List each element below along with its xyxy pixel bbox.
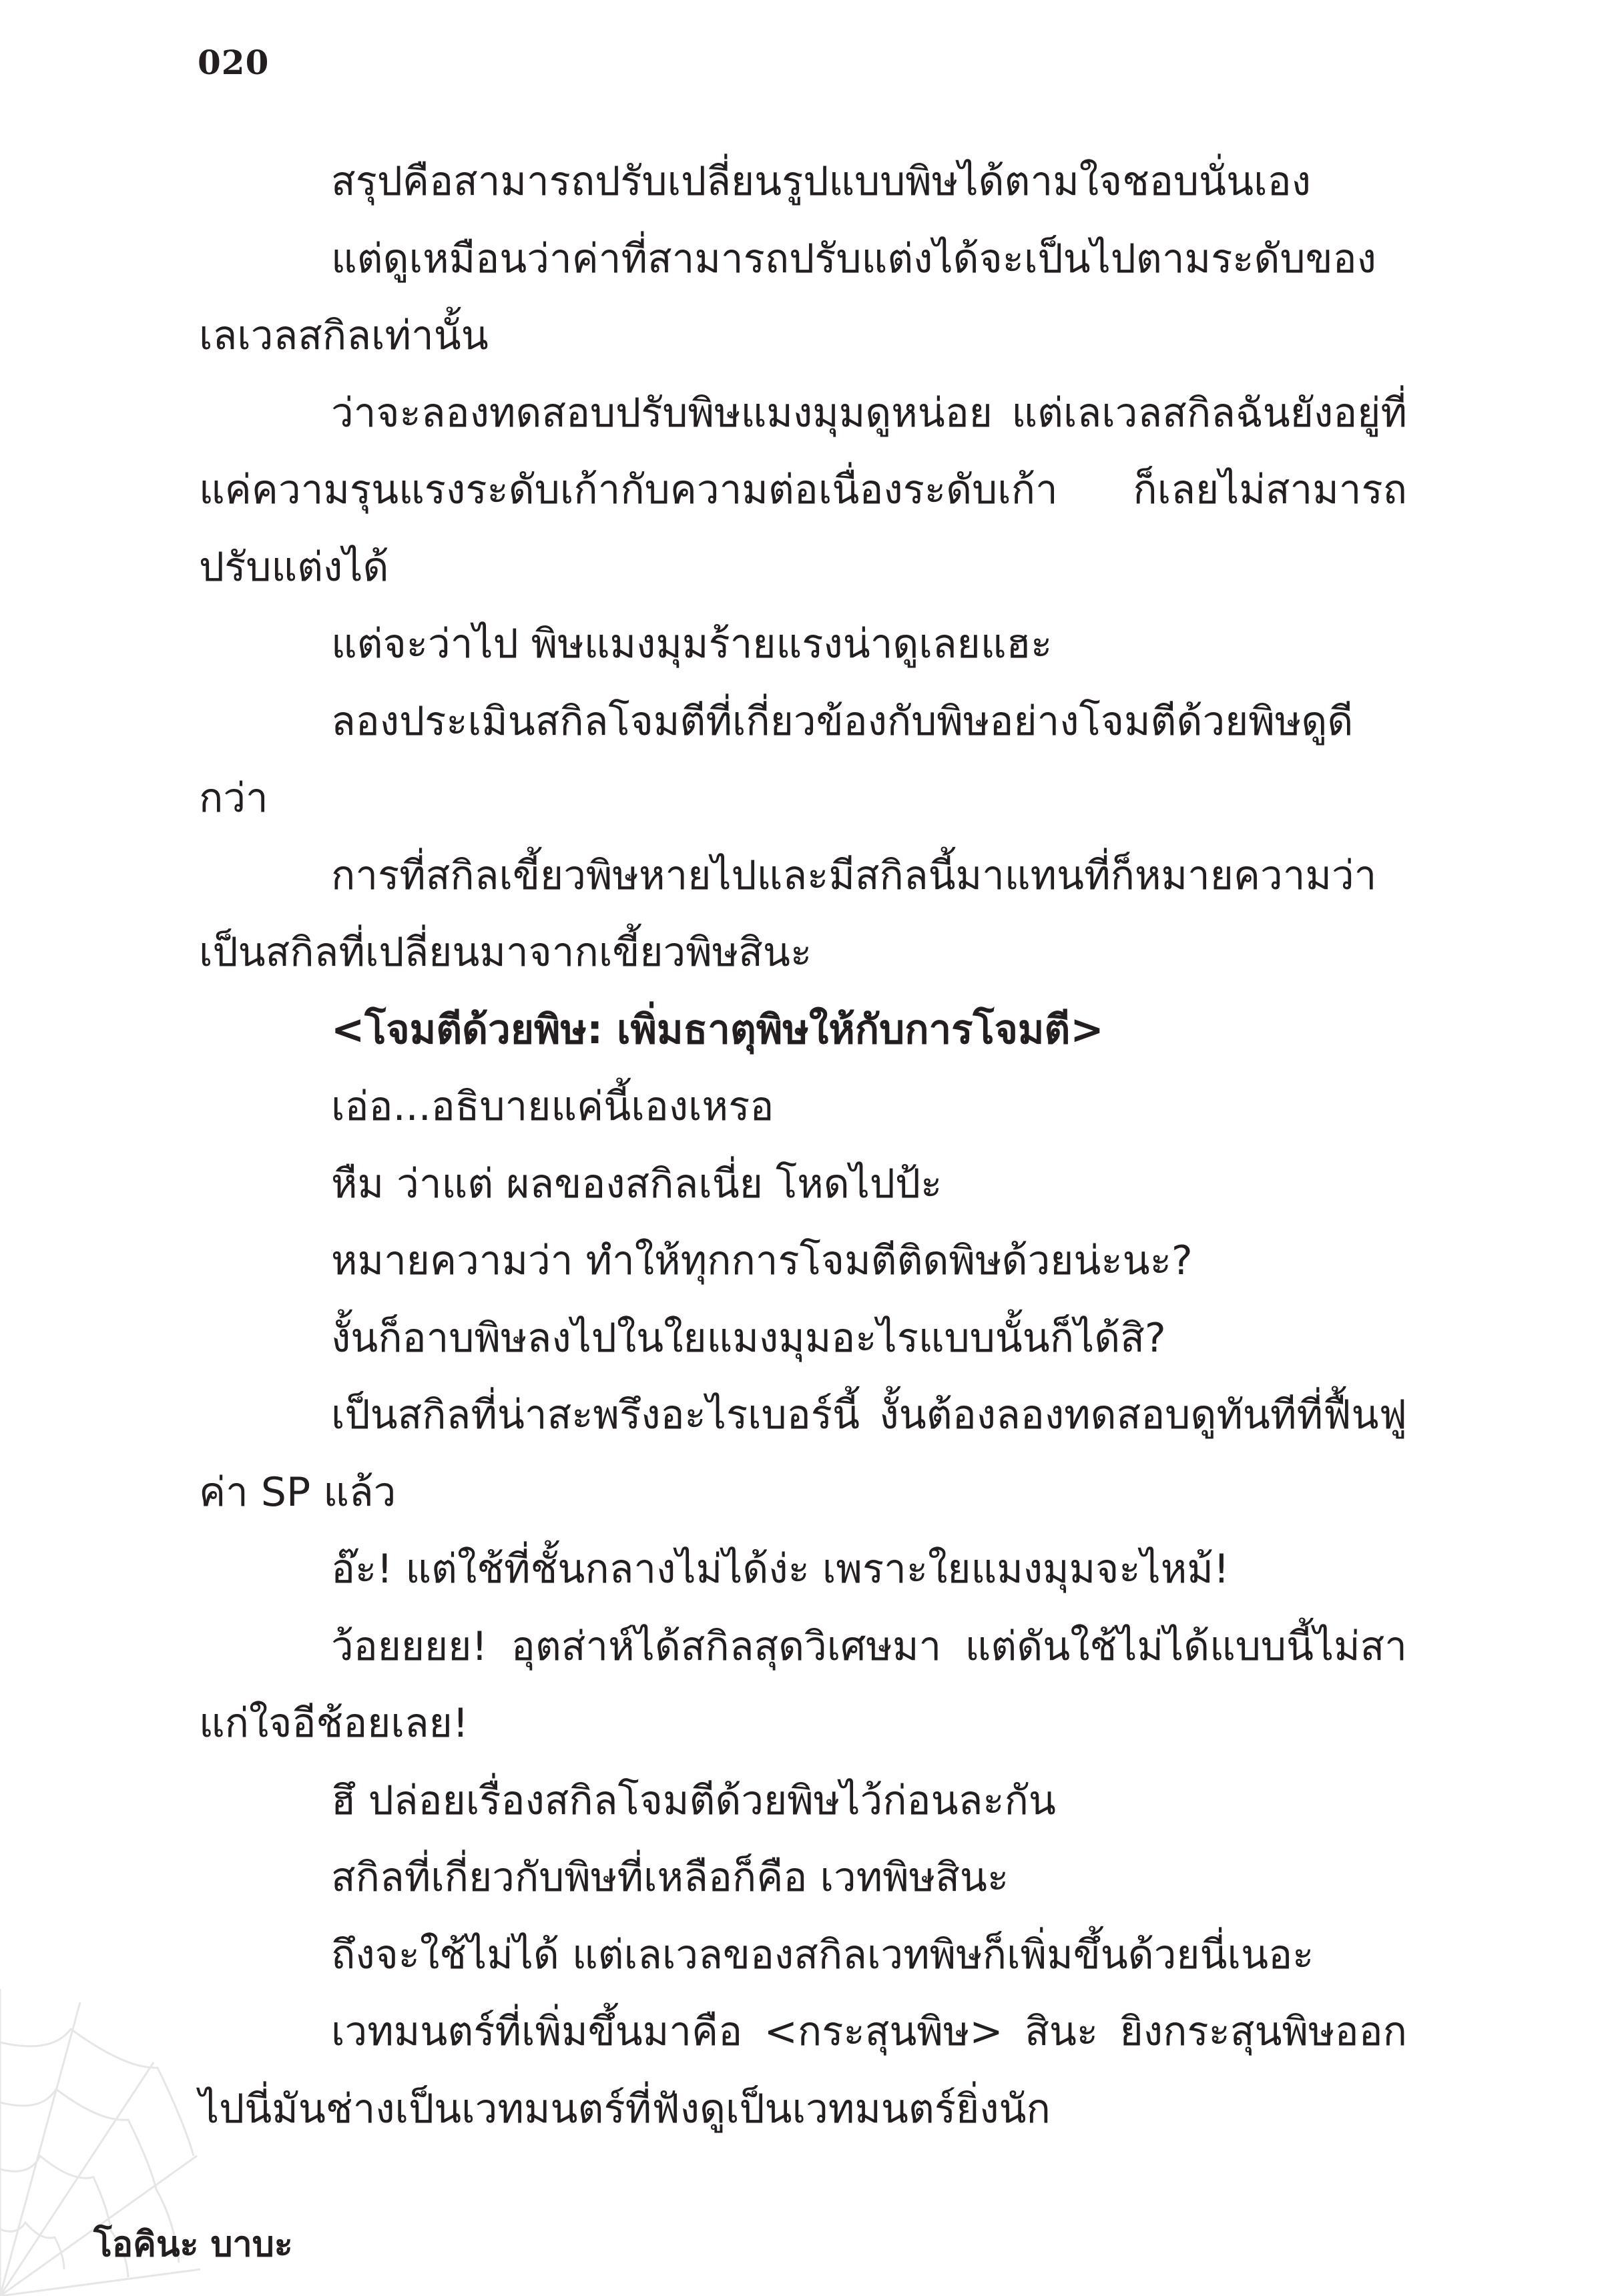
paragraph: ฮึ ปล่อยเรื่องสกิลโจมตีด้วยพิษไว้ก่อนละกัน	[331, 1777, 1056, 1824]
paragraph: สรุปคือสามารถปรับเปลี่ยนรูปแบบพิษได้ตามใจชอบนั่นเอง	[331, 158, 1311, 205]
paragraph: ถึงจะใช้ไม่ได้ แต่เลเวลของสกิลเวทพิษก็เพิ่มขึ้นด้วยนี่เนอะ	[331, 1931, 1314, 1978]
paragraph: การที่สกิลเขี้ยวพิษหายไปและมีสกิลนี้มาแทนที่ก็หมายความว่า เป็นสกิลที่เปลี่ยนมาจากเขี้ยวพิษสินะ	[199, 852, 1377, 976]
paragraph: เวทมนตร์ที่เพิ่มขึ้นมาคือ <กระสุนพิษ> สินะ ยิงกระสุนพิษออกไปนี่มันช่างเป็นเวทมนตร์ที่ฟังดูเป็นเวทมนตร์ยิ่งนัก	[199, 2008, 1407, 2132]
body-text	[199, 144, 1407, 2148]
paragraph: สกิลที่เกี่ยวกับพิษที่เหลือก็คือ เวทพิษสินะ	[331, 1854, 1009, 1901]
paragraph: งั้นก็อาบพิษลงไปในใยแมงมุมอะไรแบบนั้นก็ได้สิ?	[331, 1314, 1166, 1362]
paragraph: อ๊ะ! แต่ใช้ที่ชั้นกลางไม่ได้ง่ะ เพราะใยแมงมุมจะไหม้!	[331, 1546, 1230, 1593]
paragraph: ว้อยยยย! อุตส่าห์ได้สกิลสุดวิเศษมา แต่ดันใช้ไม่ได้แบบนี้ไม่สาแก่ใจอีช้อยเลย!	[199, 1623, 1407, 1747]
paragraph: หมายความว่า ทำให้ทุกการโจมตีติดพิษด้วยน่ะนะ?	[331, 1237, 1193, 1284]
paragraph: เอ่อ...อธิบายแค่นี้เองเหรอ	[331, 1083, 774, 1130]
skill-description: <โจมตีด้วยพิษ: เพิ่มธาตุพิษให้กับการโจมตี>	[331, 1006, 1104, 1053]
paragraph: เป็นสกิลที่น่าสะพรึงอะไรเบอร์นี้ งั้นต้องลองทดสอบดูทันทีที่ฟื้นฟูค่า SP แล้ว	[199, 1392, 1407, 1516]
paragraph: แต่จะว่าไป พิษแมงมุมร้ายแรงน่าดูเลยแฮะ	[331, 621, 1053, 667]
page-number: 020	[198, 43, 270, 82]
paragraph: ลองประเมินสกิลโจมตีที่เกี่ยวข้องกับพิษอย่างโจมตีด้วยพิษดูดีกว่า	[199, 697, 1354, 822]
paragraph: หืม ว่าแต่ ผลของสกิลเนี่ย โหดไปป้ะ	[331, 1160, 943, 1207]
paragraph: แต่ดูเหมือนว่าค่าที่สามารถปรับแต่งได้จะเป็นไปตามระดับของเลเวลสกิลเท่านั้น	[199, 235, 1376, 359]
footer-author: โอคินะ บาบะ	[93, 2225, 293, 2265]
paragraph: ว่าจะลองทดสอบปรับพิษแมงมุมดูหน่อย แต่เลเวลสกิลฉันยังอยู่ที่แค่ความรุนแรงระดับเก้ากับความต่อเนื่องระดับเก้า ก็เลยไม่สามารถปรับแต่งได้	[199, 389, 1407, 591]
